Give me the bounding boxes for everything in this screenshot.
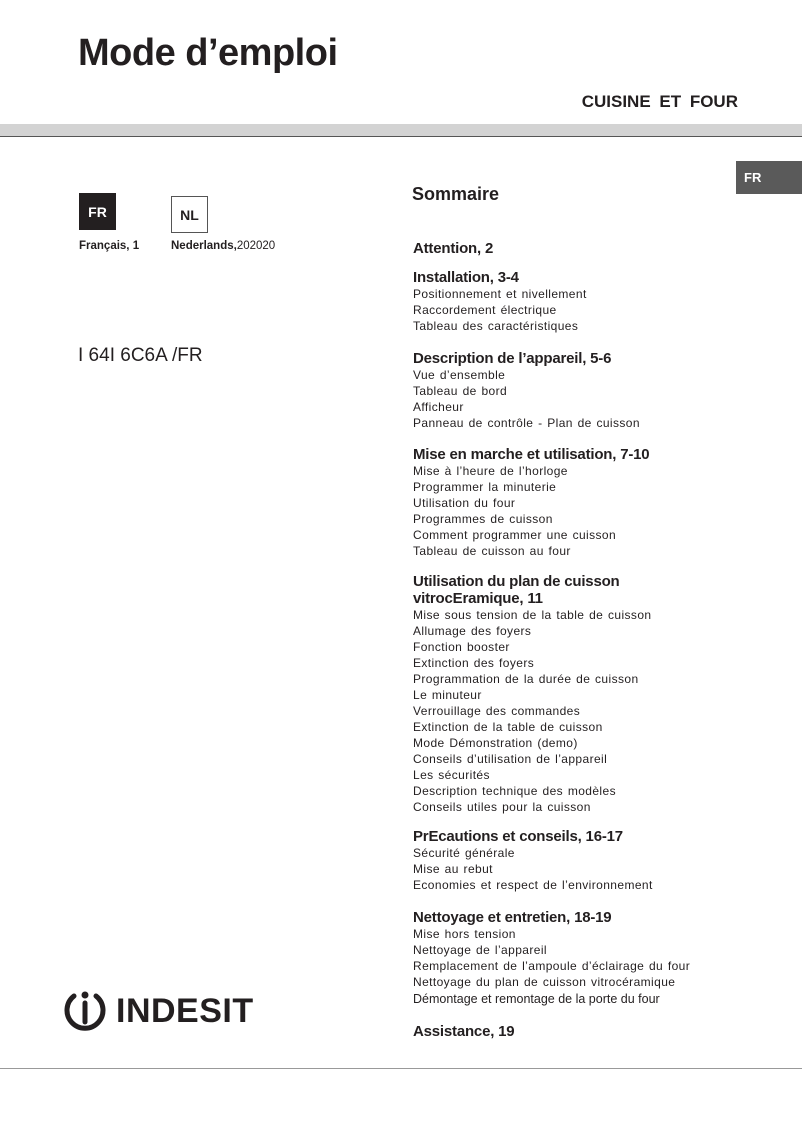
toc-item[interactable]: Programmation de la durée de cuisson (413, 672, 639, 686)
language-label-fr: Français, 1 (79, 240, 140, 252)
toc-item[interactable]: Mise à l’heure de l’horloge (413, 464, 568, 478)
toc-section-title[interactable]: Installation, 3-4 (413, 269, 519, 286)
toc-section-title[interactable]: Utilisation du plan de cuisson (413, 573, 620, 590)
indesit-power-icon (62, 988, 108, 1034)
toc-item[interactable]: Raccordement électrique (413, 303, 557, 317)
language-box-nl: NL (171, 196, 208, 233)
language-name-nl: Nederlands, (171, 240, 237, 252)
toc-section-title[interactable]: Assistance, 19 (413, 1023, 515, 1040)
language-pages-nl: 202020 (236, 240, 276, 252)
toc-title: Sommaire (412, 184, 500, 204)
toc-item[interactable]: Nettoyage de l’appareil (413, 943, 547, 957)
toc-section (413, 909, 690, 1008)
toc-section (413, 269, 587, 334)
brand-logo (62, 988, 254, 1034)
brand-wordmark: INDESIT (116, 991, 254, 1030)
toc-section-title[interactable]: Nettoyage et entretien, 18-19 (413, 909, 612, 926)
toc-item[interactable]: Economies et respect de l’environnement (413, 878, 653, 892)
toc-item[interactable]: Description technique des modèles (413, 784, 616, 798)
toc-item[interactable]: Extinction de la table de cuisson (413, 720, 603, 734)
toc-item[interactable]: Sécurité générale (413, 846, 515, 860)
toc-item[interactable]: Mise sous tension de la table de cuisson (413, 608, 652, 622)
model-number: I 64I 6C6A /FR (78, 345, 203, 366)
toc-section (413, 446, 649, 559)
toc-item[interactable]: Conseils utiles pour la cuisson (413, 800, 591, 814)
toc-item[interactable]: Extinction des foyers (413, 656, 535, 670)
header-band (0, 124, 802, 137)
toc-item[interactable]: Programmes de cuisson (413, 512, 553, 526)
toc-item[interactable]: Les sécurités (413, 768, 490, 782)
toc-section (413, 350, 640, 431)
toc-section-title-cont[interactable]: vitrocEramique, 11 (413, 590, 543, 607)
toc-section (413, 240, 493, 257)
toc-section (413, 828, 653, 893)
toc-item[interactable]: Le minuteur (413, 688, 482, 702)
toc-item[interactable]: Programmer la minuterie (413, 480, 557, 494)
toc-item[interactable]: Comment programmer une cuisson (413, 528, 617, 542)
bottom-rule (0, 1068, 802, 1069)
toc-item[interactable]: Tableau des caractéristiques (413, 319, 579, 333)
toc-item[interactable]: Utilisation du four (413, 496, 516, 510)
toc-section-title[interactable]: PrEcautions et conseils, 16-17 (413, 828, 623, 845)
toc-item[interactable]: Mode Démonstration (demo) (413, 736, 578, 750)
toc-item[interactable]: Tableau de cuisson au four (413, 544, 571, 558)
toc-section (413, 1023, 514, 1040)
toc-section-title[interactable]: Mise en marche et utilisation, 7-10 (413, 446, 650, 463)
language-label-nl (171, 240, 275, 252)
toc-item[interactable]: Conseils d’utilisation de l’appareil (413, 752, 608, 766)
toc-item[interactable]: Mise au rebut (413, 862, 493, 876)
toc-item[interactable]: Tableau de bord (413, 384, 508, 398)
toc-item[interactable]: Vue d’ensemble (413, 368, 506, 382)
toc-item[interactable]: Panneau de contrôle - Plan de cuisson (413, 416, 640, 430)
toc-item[interactable]: Afficheur (413, 400, 464, 414)
toc-item[interactable]: Remplacement de l’ampoule d’éclairage du four (413, 959, 691, 973)
toc-item[interactable]: Positionnement et nivellement (413, 287, 587, 301)
toc-section (413, 573, 651, 815)
toc-item[interactable]: Démontage et remontage de la porte du four (413, 992, 660, 1006)
toc-item[interactable]: Allumage des foyers (413, 624, 532, 638)
toc-section-title[interactable]: Attention, 2 (413, 240, 494, 257)
document-subtitle: CUISINE ET FOUR (581, 92, 738, 111)
language-side-tab: FR (736, 161, 802, 194)
document-title: Mode d’emploi (78, 32, 338, 74)
language-box-fr: FR (79, 193, 116, 230)
toc-section-title[interactable]: Description de l’appareil, 5-6 (413, 350, 612, 367)
toc-item[interactable]: Mise hors tension (413, 927, 516, 941)
toc-item[interactable]: Fonction booster (413, 640, 510, 654)
toc-item[interactable]: Nettoyage du plan de cuisson vitrocéramique (413, 975, 676, 989)
toc-item[interactable]: Verrouillage des commandes (413, 704, 581, 718)
